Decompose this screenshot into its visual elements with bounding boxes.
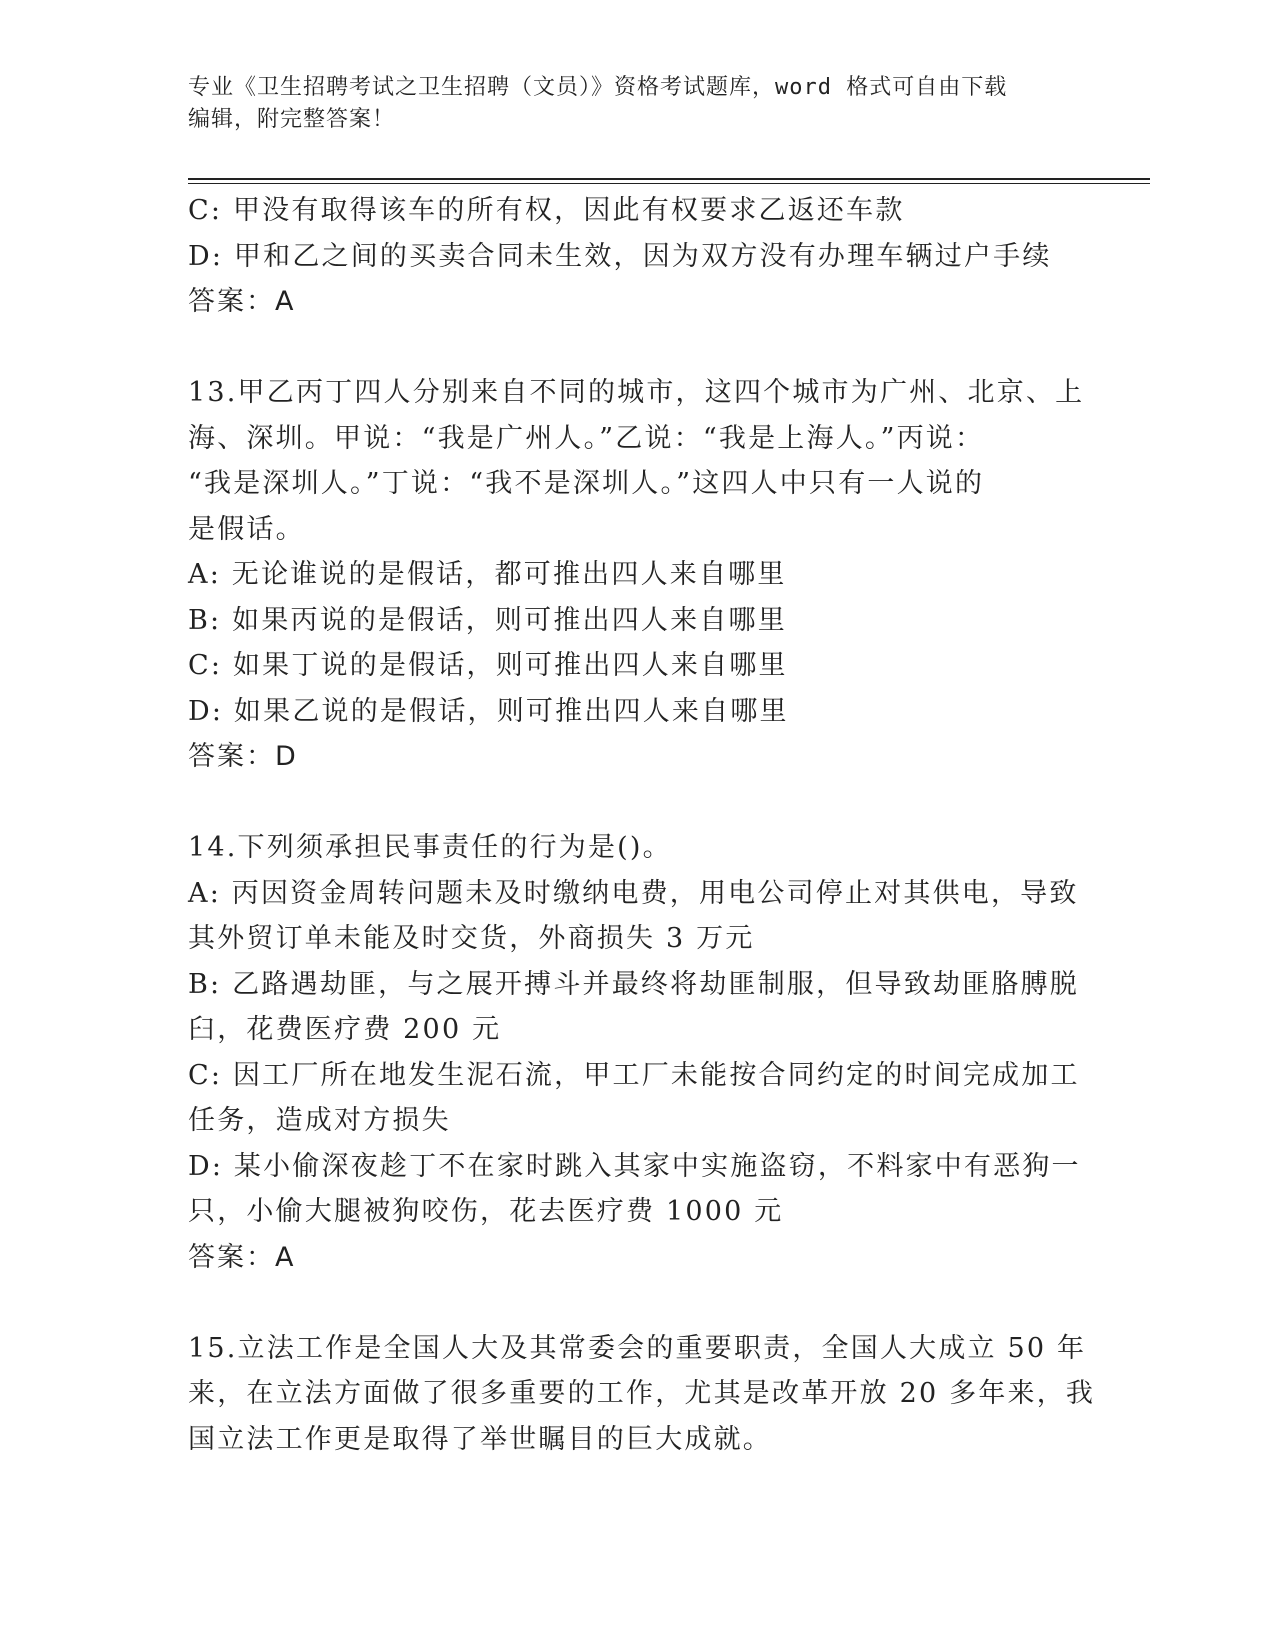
q14-option-d-line: 只，小偷大腿被狗咬伤，花去医疗费 1000 元 [188,1196,784,1227]
q14-option-a-line: A: 丙因资金周转问题未及时缴纳电费，用电公司停止对其供电，导致 [188,877,1079,909]
header-line-2: 编辑，附完整答案！ [188,107,396,132]
q15-stem-line: 15.立法工作是全国人大及其常委会的重要职责，全国人大成立 50 年 [188,1332,1087,1364]
q14-answer: 答案：A [188,1241,296,1273]
question-14 [188,825,1081,1280]
spacer [188,780,1068,826]
question-15 [188,1326,1096,1463]
q13-option-d: D: 如果乙说的是假话，则可推出四人来自哪里 [188,695,789,727]
q15-stem-line: 来，在立法方面做了很多重要的工作，尤其是改革开放 20 多年来，我 [188,1378,1096,1409]
q14-option-c-line: C: 因工厂所在地发生泥石流，甲工厂未能按合同约定的时间完成加工 [188,1059,1080,1091]
q13-stem-line: 13.甲乙丙丁四人分别来自不同的城市，这四个城市为广州、北京、上 [188,377,1085,408]
spacer [188,1280,1068,1326]
header-rule-thin [188,183,1150,184]
q14-option-b-line: 臼，花费医疗费 200 元 [188,1014,502,1045]
question-12-tail [188,188,1068,325]
q14-option-d-line: D: 某小偷深夜趁丁不在家时跳入其家中实施盗窃，不料家中有恶狗一 [188,1150,1081,1182]
q12-option-c: C: 甲没有取得该车的所有权，因此有权要求乙返还车款 [188,195,905,226]
header-rule-thick [188,178,1150,180]
q13-answer: 答案：D [188,741,298,772]
q14-stem: 14.下列须承担民事责任的行为是()。 [188,832,672,863]
spacer [188,325,1068,371]
q15-stem-line: 国立法工作更是取得了举世瞩目的巨大成就。 [188,1423,772,1455]
q14-option-b-line: B: 乙路遇劫匪，与之展开搏斗并最终将劫匪制服，但导致劫匪胳膊脱 [188,968,1079,1000]
q13-stem-line: 海、深圳。甲说：“我是广州人。”乙说：“我是上海人。”丙说： [188,422,985,454]
q13-option-c: C: 如果丁说的是假话，则可推出四人来自哪里 [188,650,788,681]
q14-option-a-line: 其外贸订单未能及时交货，外商损失 3 万元 [188,923,755,954]
q12-answer: 答案：A [188,286,296,317]
q13-stem-line: “我是深圳人。”丁说：“我不是深圳人。”这四人中只有一人说的 [188,468,985,499]
q12-option-d: D: 甲和乙之间的买卖合同未生效，因为双方没有办理车辆过户手续 [188,240,1052,272]
page-header [188,72,1088,136]
header-line-1: 专业《卫生招聘考试之卫生招聘（文员）》资格考试题库，word 格式可自由下载 [188,75,1008,100]
q13-option-a: A: 无论谁说的是假话，都可推出四人来自哪里 [188,559,787,590]
document-body [188,188,1096,1462]
question-13 [188,370,1085,780]
q13-option-b: B: 如果丙说的是假话，则可推出四人来自哪里 [188,604,787,636]
q14-option-c-line: 任务，造成对方损失 [188,1105,451,1136]
q13-stem-line: 是假话。 [188,513,305,545]
